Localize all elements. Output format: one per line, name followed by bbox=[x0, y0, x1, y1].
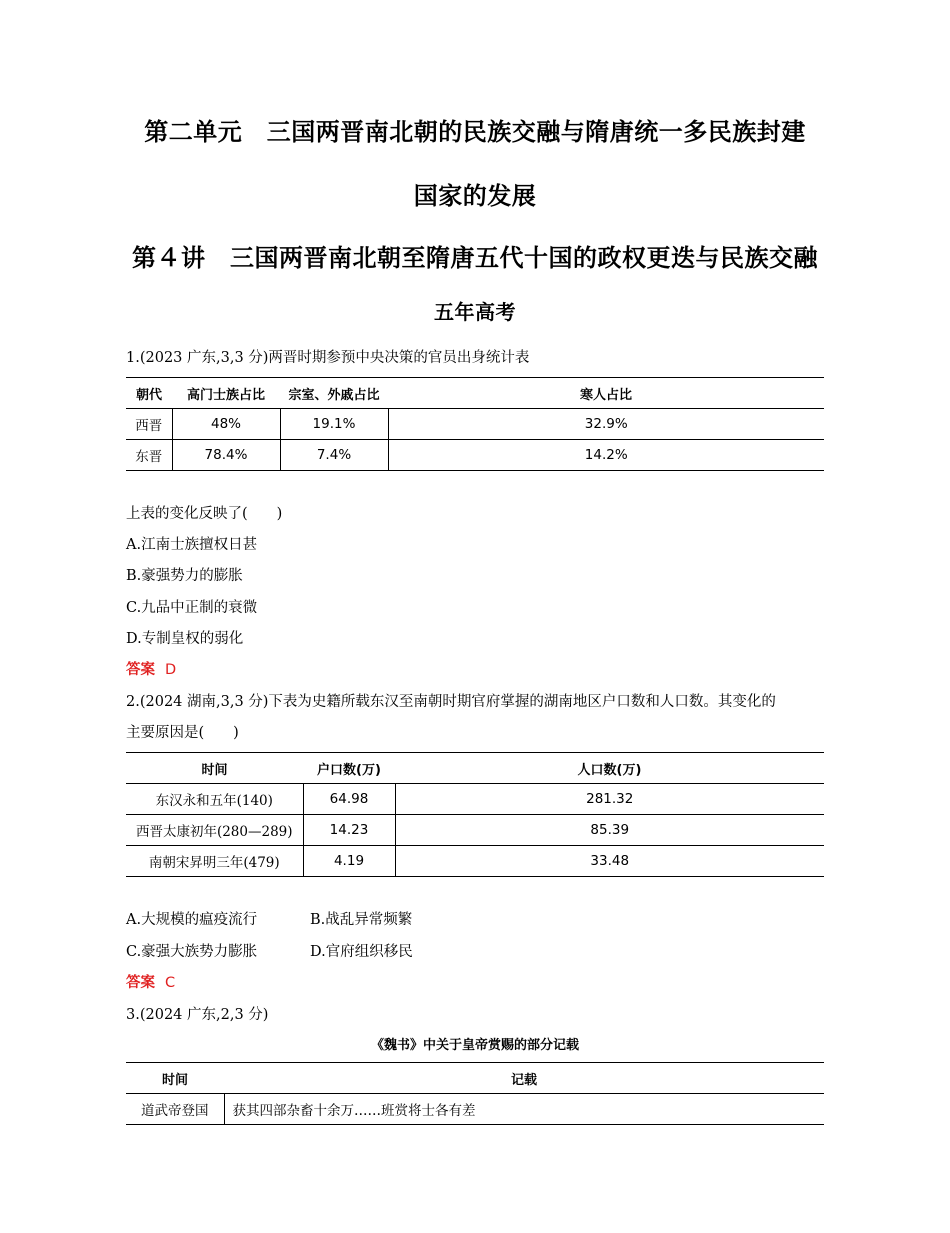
answer-value: D bbox=[165, 662, 177, 678]
q3-table bbox=[126, 1062, 824, 1125]
q1-answer bbox=[126, 658, 176, 679]
table-cell: 获其四部杂畜十余万……班赏将士各有差 bbox=[232, 1103, 476, 1119]
q2-table-header bbox=[126, 753, 824, 784]
table-cell: 281.32 bbox=[586, 791, 634, 807]
answer-value: C bbox=[165, 975, 176, 991]
table-row bbox=[126, 440, 824, 471]
q1-table bbox=[126, 377, 824, 471]
table-cell: 32.9% bbox=[584, 416, 628, 432]
q1-option-c: C.九品中正制的衰微 bbox=[126, 600, 258, 616]
answer-label: 答案 bbox=[126, 662, 155, 678]
table-row bbox=[126, 846, 824, 877]
section-title: 五年高考 bbox=[434, 300, 516, 324]
q2-option-d: D.官府组织移民 bbox=[310, 944, 413, 960]
q1-col-header: 高门士族占比 bbox=[186, 387, 265, 403]
q2-option-a: A.大规模的瘟疫流行 bbox=[126, 912, 258, 928]
q1-col-header: 朝代 bbox=[135, 387, 162, 403]
table-row bbox=[126, 784, 824, 815]
q2-answer bbox=[126, 971, 175, 992]
q2-table bbox=[126, 752, 824, 877]
table-cell: 78.4% bbox=[172, 440, 280, 471]
q1-col-header: 宗室、外戚占比 bbox=[288, 387, 380, 403]
lecture-title: 第４讲 三国两晋南北朝至隋唐五代十国的政权更迭与民族交融 bbox=[132, 244, 818, 272]
q3-table-header bbox=[126, 1063, 824, 1094]
table-cell: 19.1% bbox=[280, 409, 388, 440]
q1-option-b: B.豪强势力的膨胀 bbox=[126, 568, 243, 584]
table-row bbox=[126, 409, 824, 440]
table-cell: 14.23 bbox=[303, 815, 395, 846]
q2-col-header: 户口数(万) bbox=[317, 762, 381, 778]
q3-col-header: 时间 bbox=[161, 1072, 188, 1088]
q1-table-header bbox=[126, 378, 824, 409]
q2-option-c: C.豪强大族势力膨胀 bbox=[126, 944, 258, 960]
table-cell: 西晋太康初年(280—289) bbox=[126, 815, 303, 846]
q3-stem: 3.(2024 广东,2,3 分) bbox=[126, 1007, 269, 1023]
table-cell: 33.48 bbox=[590, 853, 630, 869]
table-cell: 东晋 bbox=[126, 440, 172, 471]
table-cell: 85.39 bbox=[590, 822, 630, 838]
table-row bbox=[126, 815, 824, 846]
q3-col-header: 记载 bbox=[510, 1072, 537, 1088]
table-cell: 48% bbox=[172, 409, 280, 440]
q2-options-row1 bbox=[126, 908, 412, 929]
q1-stem: 1.(2023 广东,3,3 分)两晋时期参预中央决策的官员出身统计表 bbox=[126, 350, 530, 366]
table-row bbox=[126, 1094, 824, 1125]
answer-label: 答案 bbox=[126, 975, 155, 991]
q1-question: 上表的变化反映了( ) bbox=[126, 506, 283, 522]
table-cell: 道武帝登国 bbox=[126, 1094, 224, 1125]
q1-option-d: D.专制皇权的弱化 bbox=[126, 631, 244, 647]
q2-col-header: 人口数(万) bbox=[577, 762, 642, 778]
q2-col-header: 时间 bbox=[201, 762, 228, 778]
q2-stem-line2: 主要原因是( ) bbox=[126, 725, 239, 741]
table-cell: 4.19 bbox=[303, 846, 395, 877]
table-cell: 南朝宋昇明三年(479) bbox=[126, 846, 303, 877]
q2-stem-line1: 2.(2024 湖南,3,3 分)下表为史籍所载东汉至南朝时期官府掌握的湖南地区户口数和人口数。其变化的 bbox=[126, 694, 776, 710]
table-cell: 东汉永和五年(140) bbox=[126, 784, 303, 815]
unit-title-line2: 国家的发展 bbox=[413, 182, 537, 210]
table-cell: 西晋 bbox=[126, 409, 172, 440]
q3-table-caption: 《魏书》中关于皇帝赏赐的部分记载 bbox=[370, 1038, 579, 1053]
table-cell: 14.2% bbox=[584, 447, 628, 463]
q1-col-header: 寒人占比 bbox=[579, 387, 632, 403]
table-cell: 7.4% bbox=[280, 440, 388, 471]
table-cell: 64.98 bbox=[303, 784, 395, 815]
q1-option-a: A.江南士族擅权日甚 bbox=[126, 537, 258, 553]
unit-title-line1: 第二单元 三国两晋南北朝的民族交融与隋唐统一多民族封建 bbox=[144, 118, 806, 146]
q2-options-row2 bbox=[126, 940, 413, 961]
q2-option-b: B.战乱异常频繁 bbox=[310, 912, 413, 928]
